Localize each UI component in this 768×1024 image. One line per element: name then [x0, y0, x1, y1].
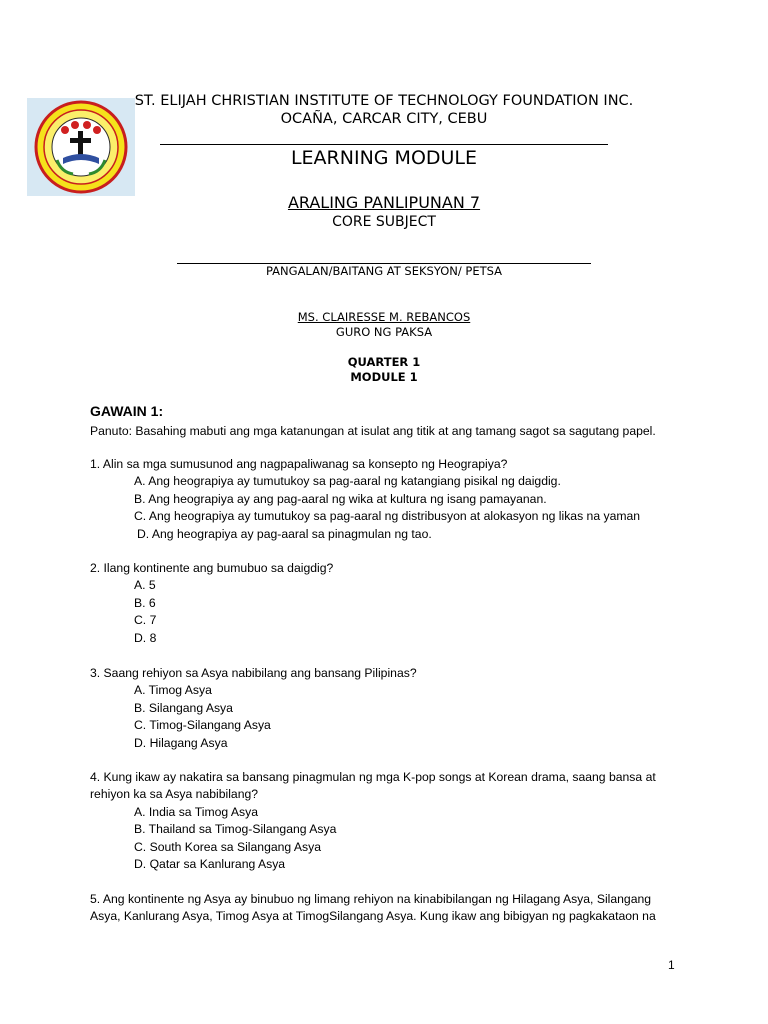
- answer-option: B. Silangang Asya: [134, 700, 233, 715]
- header-divider: [160, 144, 608, 145]
- answer-option: C. Timog-Silangang Asya: [134, 718, 271, 733]
- subject-type: CORE SUBJECT: [332, 214, 436, 230]
- school-header: [0, 92, 768, 128]
- student-fields-label: PANGALAN/BAITANG AT SEKSYON/ PETSA: [265, 264, 503, 278]
- activity-title: GAWAIN 1:: [90, 403, 164, 419]
- question-stem: 2. Ilang kontinente ang bumubuo sa daigdig?: [90, 561, 334, 575]
- answer-option: B. Ang heograpiya ay ang pag-aaral ng wika at kultura ng isang pamayanan.: [134, 491, 547, 506]
- answer-option: D. Qatar sa Kanlurang Asya: [134, 857, 286, 872]
- answer-option: A. India sa Timog Asya: [134, 804, 258, 819]
- question-4: [90, 769, 680, 873]
- question-3: [90, 665, 680, 752]
- subject-title: ARALING PANLIPUNAN 7: [287, 193, 481, 212]
- answer-option: D. 8: [134, 630, 157, 645]
- activity-instructions: Panuto: Basahing mabuti ang mga katanungan at isulat ang titik at ang tamang sagot sa sagutang papel.: [90, 424, 656, 438]
- answer-option: C. 7: [134, 613, 157, 628]
- question-5: [90, 891, 680, 926]
- answer-option: D. Ang heograpiya ay pag-aaral sa pinagmulan ng tao.: [137, 526, 432, 541]
- school-name: ST. ELIJAH CHRISTIAN INSTITUTE OF TECHNOLOGY FOUNDATION INC.: [134, 93, 634, 109]
- question-stem: 4. Kung ikaw ay nakatira sa bansang pinagmulan ng mga K-pop songs at Korean drama, saang bansa at rehiyon ka sa Asya nabibilang?: [90, 770, 656, 802]
- module-title: LEARNING MODULE: [290, 147, 478, 169]
- question-stem: 3. Saang rehiyon sa Asya nabibilang ang bansang Pilipinas?: [90, 666, 417, 680]
- question-stem: 5. Ang kontinente ng Asya ay binubuo ng limang rehiyon na kinabibilangan ng Hilagang Asya, Silangang Asya, Kanlurang Asya, Timog Asya at TimogSilangang Asya. Kung ikaw ang bibigyan ng pagkakataon na: [90, 892, 656, 924]
- answer-option: C. Ang heograpiya ay tumutukoy sa pag-aaral ng distribusyon at alokasyon ng likas na yaman: [134, 509, 641, 524]
- teacher-name: MS. CLAIRESSE M. REBANCOS: [297, 310, 471, 324]
- answer-option: C. South Korea sa Silangang Asya: [134, 839, 321, 854]
- answer-option: B. 6: [134, 595, 156, 610]
- quarter-label: QUARTER 1: [347, 355, 421, 369]
- answer-option: B. Thailand sa Timog-Silangang Asya: [134, 822, 337, 837]
- answer-option: A. 5: [134, 578, 156, 593]
- answer-option: D. Hilagang Asya: [134, 735, 228, 750]
- question-stem: 1. Alin sa mga sumusunod ang nagpapaliwanag sa konsepto ng Heograpiya?: [90, 457, 508, 471]
- question-2: [90, 560, 680, 647]
- question-1: [90, 456, 680, 543]
- school-address: OCAÑA, CARCAR CITY, CEBU: [280, 111, 488, 127]
- answer-option: A. Ang heograpiya ay tumutukoy sa pag-aaral ng katangiang pisikal ng daigdig.: [134, 474, 561, 489]
- module-number: MODULE 1: [350, 370, 418, 384]
- page-number: 1: [668, 958, 675, 972]
- teacher-role: GURO NG PAKSA: [335, 325, 433, 339]
- answer-option: A. Timog Asya: [134, 683, 212, 698]
